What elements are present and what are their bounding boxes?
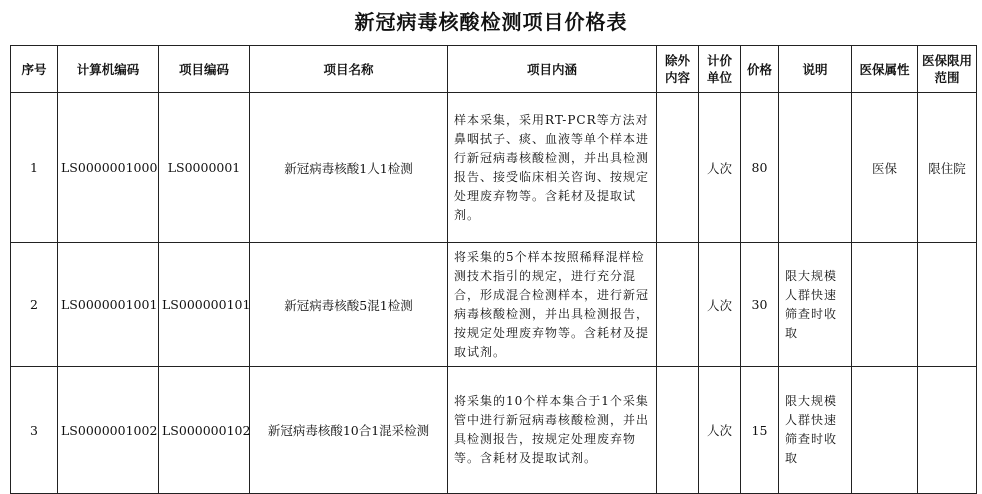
cell-item-name: 新冠病毒核酸1人1检测 — [250, 93, 448, 243]
cell-note: 限大规模人群快速筛查时收取 — [779, 367, 852, 494]
cell-price: 80 — [741, 93, 779, 243]
header-seq: 序号 — [11, 46, 58, 93]
header-excluded: 除外 内容 — [657, 46, 699, 93]
cell-content: 将采集的10个样本集合于1个采集管中进行新冠病毒核酸检测，并出具检测报告，按规定处理废弃物等。含耗材及提取试剂。 — [448, 367, 657, 494]
cell-insurance-attr — [852, 367, 918, 494]
cell-item-code: LS000000102 — [159, 367, 250, 494]
header-content: 项目内涵 — [448, 46, 657, 93]
table-row — [11, 93, 977, 243]
cell-computer-code: LS0000001002 — [58, 367, 159, 494]
cell-excluded — [657, 243, 699, 367]
cell-seq: 2 — [11, 243, 58, 367]
header-row — [11, 46, 977, 93]
cell-seq: 1 — [11, 93, 58, 243]
table-row — [11, 243, 977, 367]
cell-note — [779, 93, 852, 243]
header-note: 说明 — [779, 46, 852, 93]
cell-price: 30 — [741, 243, 779, 367]
cell-computer-code: LS0000001001 — [58, 243, 159, 367]
price-table — [10, 45, 977, 494]
header-unit: 计价 单位 — [699, 46, 741, 93]
cell-price: 15 — [741, 367, 779, 494]
cell-computer-code: LS0000001000 — [58, 93, 159, 243]
cell-unit: 人次 — [699, 93, 741, 243]
cell-insurance-attr — [852, 243, 918, 367]
cell-content: 样本采集，采用RT-PCR等方法对鼻咽拭子、痰、血液等单个样本进行新冠病毒核酸检测，并出具检测报告、接受临床相关咨询、按规定处理废弃物等。含耗材及提取试剂。 — [448, 93, 657, 243]
cell-unit: 人次 — [699, 367, 741, 494]
table-row — [11, 367, 977, 494]
header-item-name: 项目名称 — [250, 46, 448, 93]
cell-insurance-scope: 限住院 — [918, 93, 977, 243]
cell-excluded — [657, 93, 699, 243]
cell-insurance-scope — [918, 367, 977, 494]
cell-content: 将采集的5个样本按照稀释混样检测技术指引的规定，进行充分混合，形成混合检测样本，进行新冠病毒核酸检测，并出具检测报告，按规定处理废弃物等。含耗材及提取试剂。 — [448, 243, 657, 367]
header-price: 价格 — [741, 46, 779, 93]
header-insurance-scope: 医保限用 范围 — [918, 46, 977, 93]
cell-note: 限大规模人群快速筛查时收取 — [779, 243, 852, 367]
cell-insurance-scope — [918, 243, 977, 367]
cell-item-code: LS000000101 — [159, 243, 250, 367]
header-insurance-attr: 医保属性 — [852, 46, 918, 93]
cell-seq: 3 — [11, 367, 58, 494]
cell-insurance-attr: 医保 — [852, 93, 918, 243]
cell-item-code: LS0000001 — [159, 93, 250, 243]
header-item-code: 项目编码 — [159, 46, 250, 93]
cell-unit: 人次 — [699, 243, 741, 367]
cell-item-name: 新冠病毒核酸10合1混采检测 — [250, 367, 448, 494]
header-computer-code: 计算机编码 — [58, 46, 159, 93]
cell-excluded — [657, 367, 699, 494]
cell-item-name: 新冠病毒核酸5混1检测 — [250, 243, 448, 367]
page-title: 新冠病毒核酸检测项目价格表 — [354, 10, 628, 34]
